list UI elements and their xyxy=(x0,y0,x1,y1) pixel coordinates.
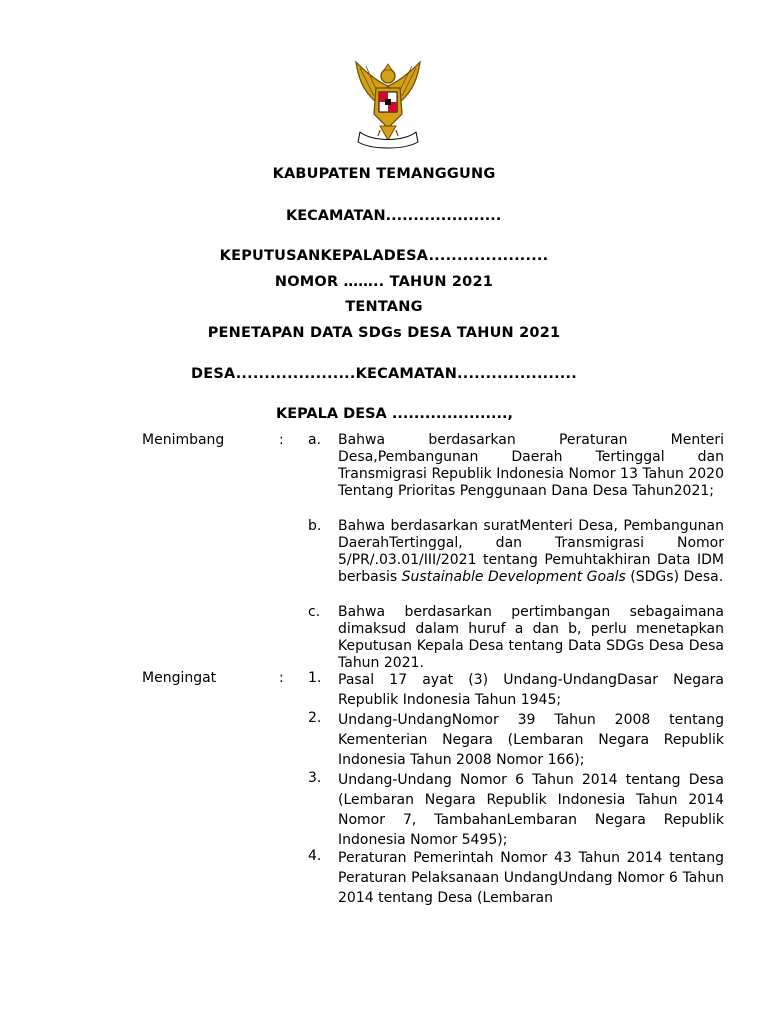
garuda-pancasila-emblem-icon xyxy=(352,56,424,152)
item-text-italic: Sustainable Development Goals xyxy=(401,569,626,585)
item-text-pre: Bahwa berdasarkan suratMenteri Desa, Pembangunan DaerahTertinggal, dan Transmigrasi Nomor 5/PR/.03.01/III/2021 tentang Pemuhtakhiran Data IDM berbasis xyxy=(338,518,724,585)
mengingat-colon: : xyxy=(279,670,284,686)
item-text xyxy=(338,518,724,586)
item-text: Peraturan Pemerintah Nomor 43 Tahun 2014 tentang Peraturan Pelaksanaan UndangUndang Nomor 6 Tahun 2014 tentang Desa (Lembaran xyxy=(338,850,724,906)
item-text: Bahwa berdasarkan pertimbangan sebagaimana dimaksud dalam huruf a dan b, perlu menetapkan Keputusan Kepala Desa tentang Data SDGs Desa Desa Tahun 2021. xyxy=(338,604,724,671)
item-marker: c. xyxy=(308,604,321,620)
menimbang-label: Menimbang xyxy=(142,432,225,448)
item-text: Undang-UndangNomor 39 Tahun 2008 tentang Kementerian Negara (Lembaran Negara Republik Indonesia Tahun 2008 Nomor 166); xyxy=(338,712,724,768)
item-text-post: (SDGs) Desa. xyxy=(625,569,724,585)
decree-number: NOMOR …….. TAHUN 2021 xyxy=(274,274,494,290)
item-marker: 3. xyxy=(308,770,322,786)
village-head-line: KEPALA DESA ....................., xyxy=(276,406,514,422)
item-marker: 2. xyxy=(308,710,322,726)
about-heading: TENTANG xyxy=(345,299,423,315)
district-line: KECAMATAN..................... xyxy=(286,208,502,224)
item-marker: b. xyxy=(308,518,322,534)
menimbang-section xyxy=(142,432,724,672)
decree-title: KEPUTUSANKEPALADESA..................... xyxy=(219,248,549,264)
mengingat-section xyxy=(142,670,724,910)
item-text: Pasal 17 ayat (3) Undang-UndangDasar Negara Republik Indonesia Tahun 1945; xyxy=(338,672,724,708)
item-marker: 1. xyxy=(308,670,322,686)
item-text: Bahwa berdasarkan Peraturan Menteri Desa,Pembangunan Daerah Tertinggal dan Transmigrasi Republik Indonesia Nomor 13 Tahun 2020 Tentang Prioritas Penggunaan Dana Desa Tahun2021; xyxy=(338,432,724,499)
menimbang-colon: : xyxy=(279,432,284,448)
village-district-line: DESA.....................KECAMATAN..................... xyxy=(191,366,577,382)
decree-subject: PENETAPAN DATA SDGs DESA TAHUN 2021 xyxy=(207,325,561,341)
mengingat-label: Mengingat xyxy=(142,670,217,686)
regency-title: KABUPATEN TEMANGGUNG xyxy=(272,166,496,182)
item-marker: 4. xyxy=(308,848,322,864)
item-marker: a. xyxy=(308,432,322,448)
item-text: Undang-Undang Nomor 6 Tahun 2014 tentang Desa (Lembaran Negara Republik Indonesia Tahun 2014 Nomor 7, TambahanLembaran Negara Republik Indonesia Nomor 5495); xyxy=(338,772,724,848)
